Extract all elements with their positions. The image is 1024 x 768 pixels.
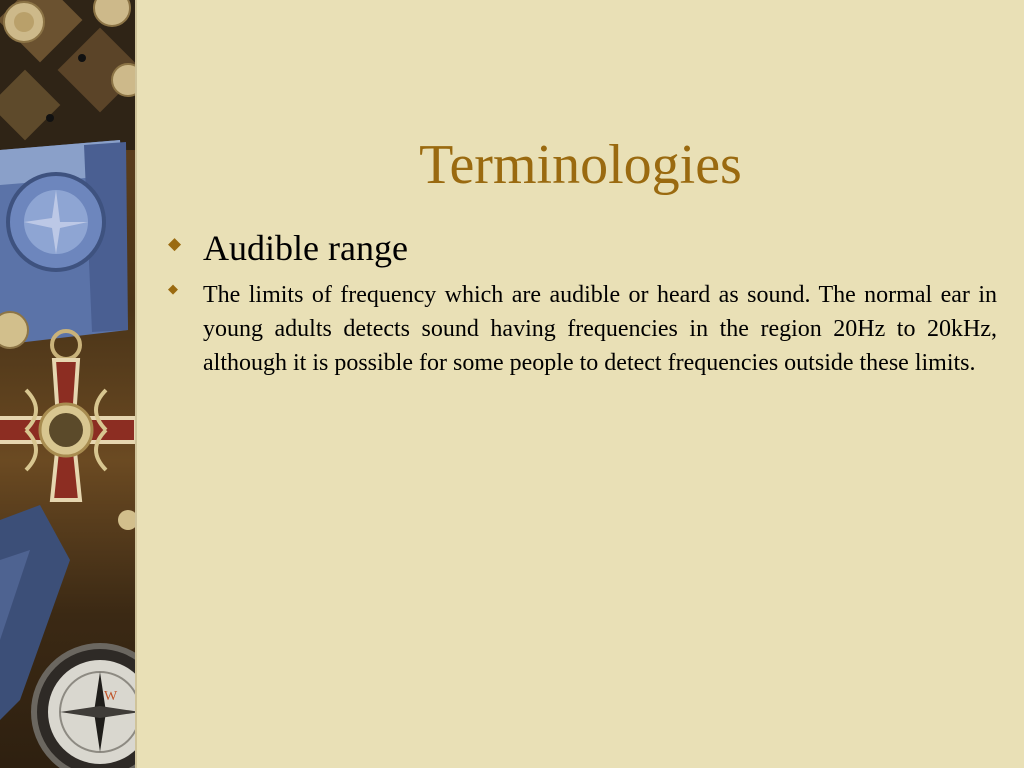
svg-text:W: W <box>104 689 118 704</box>
bullet-list <box>165 226 997 380</box>
bullet-text: Audible range <box>203 228 408 268</box>
bullet-item-definition <box>165 278 997 380</box>
bullet-item-audible-range <box>165 226 997 270</box>
decorative-medal-strip <box>0 0 137 768</box>
medal-illustration <box>0 0 137 768</box>
diamond-bullet-icon: ◆ <box>168 234 182 253</box>
strip-divider <box>135 0 137 768</box>
diamond-bullet-icon: ◆ <box>168 281 178 296</box>
slide-title: Terminologies <box>419 133 742 196</box>
bullet-text: The limits of frequency which are audible or heard as sound. The normal ear in young adults detects sound having frequencies in the region 20Hz to 20kHz, although it is possible for some people to detect frequencies outside these limits. <box>203 282 997 376</box>
